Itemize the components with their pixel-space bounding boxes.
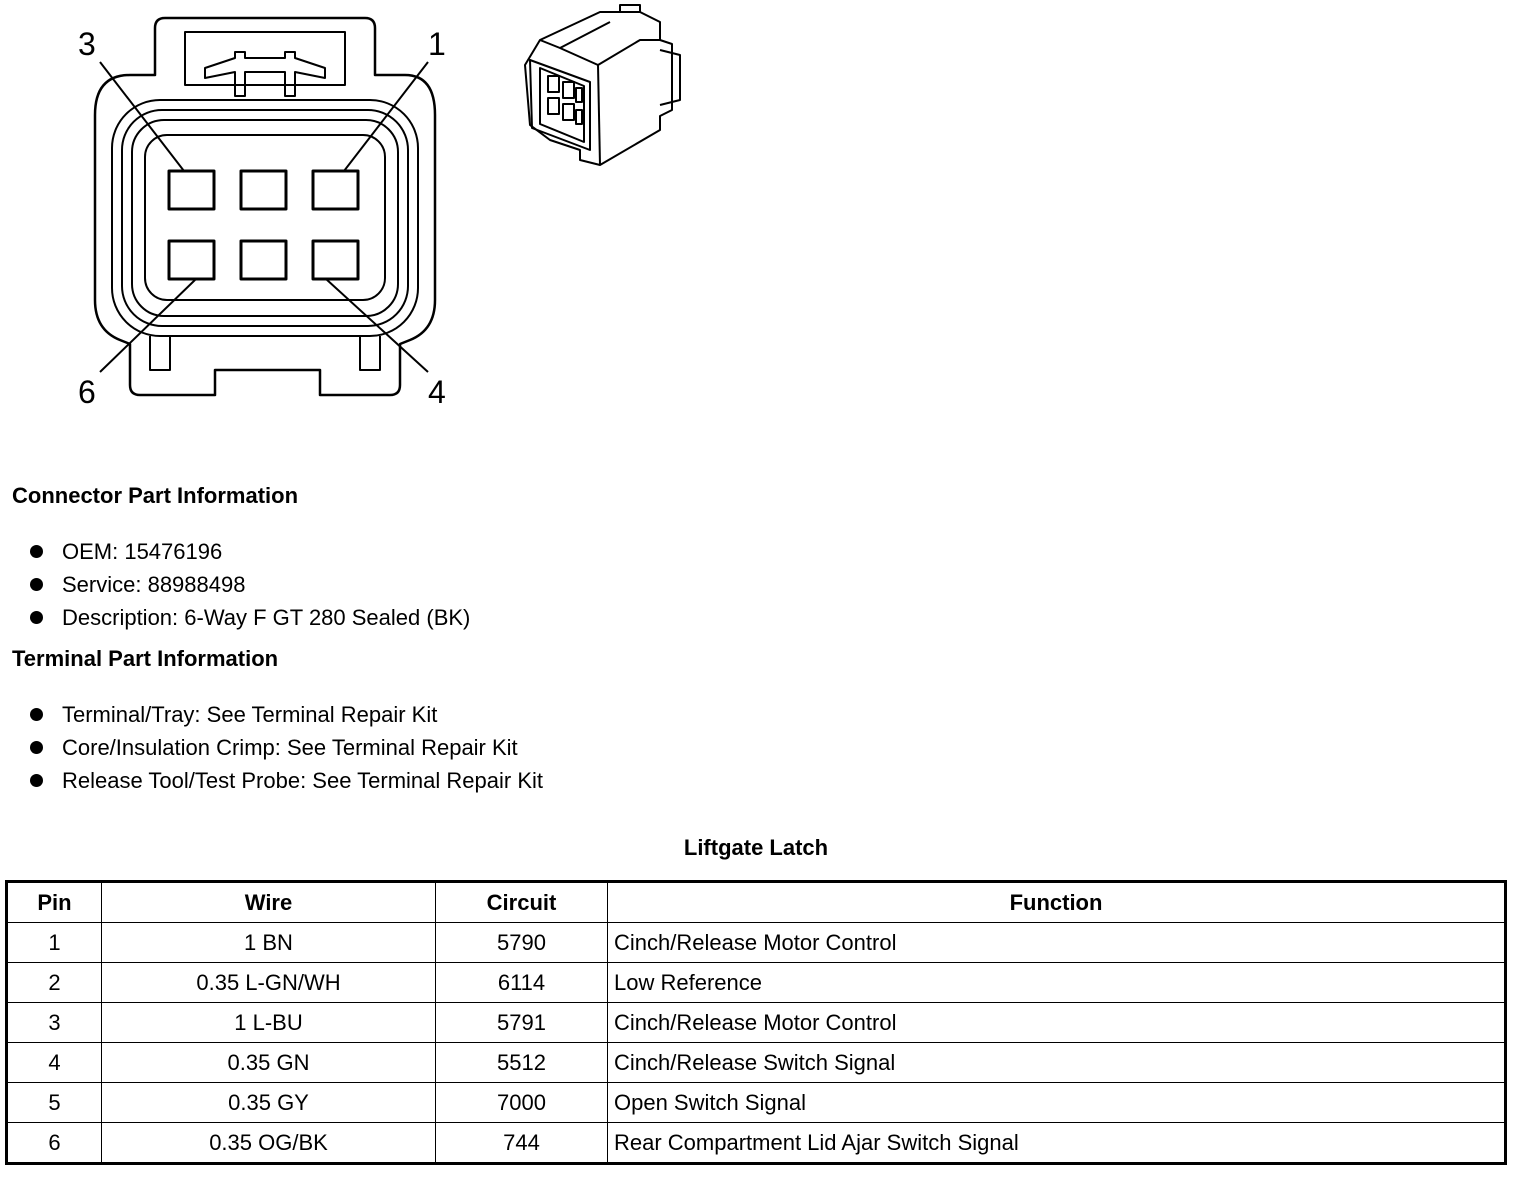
table-row [7, 1123, 1506, 1164]
table-row [7, 1083, 1506, 1123]
cell-pin: 5 [7, 1083, 102, 1123]
column-header-wire: Wire [102, 882, 436, 923]
pin-label-3: 3 [78, 26, 96, 62]
cell-wire: 0.35 OG/BK [102, 1123, 436, 1164]
cell-circuit: 5512 [436, 1043, 608, 1083]
connector-part-info-list [30, 535, 470, 634]
cavity-pin-1 [313, 171, 358, 209]
bullet-icon [30, 578, 43, 591]
list-item: Description: 6-Way F GT 280 Sealed (BK) [30, 601, 470, 634]
cell-pin: 6 [7, 1123, 102, 1164]
bullet-icon [30, 611, 43, 624]
cell-circuit: 7000 [436, 1083, 608, 1123]
cavity-pin-4 [313, 241, 358, 279]
cell-pin: 2 [7, 963, 102, 1003]
list-item: Core/Insulation Crimp: See Terminal Repair Kit [30, 731, 543, 764]
table-row [7, 963, 1506, 1003]
cell-function: Rear Compartment Lid Ajar Switch Signal [608, 1123, 1506, 1164]
cell-function: Cinch/Release Switch Signal [608, 1043, 1506, 1083]
cell-wire: 0.35 GN [102, 1043, 436, 1083]
bullet-icon [30, 774, 43, 787]
right-foot [360, 336, 380, 370]
terminal-part-info-list [30, 698, 543, 797]
list-item: Terminal/Tray: See Terminal Repair Kit [30, 698, 543, 731]
cell-function: Low Reference [608, 963, 1506, 1003]
cell-pin: 1 [7, 923, 102, 963]
cell-function: Open Switch Signal [608, 1083, 1506, 1123]
cavity-pin-3 [169, 171, 214, 209]
table-header-row [7, 882, 1506, 923]
seal-ring-inner [132, 120, 398, 316]
table-title: Liftgate Latch [683, 835, 829, 860]
list-item: Service: 88988498 [30, 568, 470, 601]
pin-table [5, 880, 1507, 1165]
cell-pin: 3 [7, 1003, 102, 1043]
cavity-pin-6 [169, 241, 214, 279]
pin-label-4: 4 [428, 374, 446, 410]
bullet-icon [30, 708, 43, 721]
cell-wire: 1 L-BU [102, 1003, 436, 1043]
table-row [7, 923, 1506, 963]
connector-iso-view [525, 5, 680, 165]
connector-diagram [0, 0, 720, 430]
column-header-function: Function [608, 882, 1506, 923]
cell-wire: 0.35 L-GN/WH [102, 963, 436, 1003]
cell-circuit: 6114 [436, 963, 608, 1003]
cavity-pin-5 [241, 241, 286, 279]
cell-pin: 4 [7, 1043, 102, 1083]
column-header-pin: Pin [7, 882, 102, 923]
list-item: OEM: 15476196 [30, 535, 470, 568]
pin-label-6: 6 [78, 374, 96, 410]
cell-circuit: 5791 [436, 1003, 608, 1043]
list-item: Release Tool/Test Probe: See Terminal Repair Kit [30, 764, 543, 797]
pin-label-1: 1 [428, 26, 446, 62]
table-row [7, 1003, 1506, 1043]
leader-line-1 [344, 62, 428, 171]
connector-part-info-title: Connector Part Information [12, 483, 299, 508]
cell-function: Cinch/Release Motor Control [608, 923, 1506, 963]
cell-function: Cinch/Release Motor Control [608, 1003, 1506, 1043]
column-header-circuit: Circuit [436, 882, 608, 923]
table-row [7, 1043, 1506, 1083]
cell-circuit: 5790 [436, 923, 608, 963]
cell-wire: 1 BN [102, 923, 436, 963]
cell-circuit: 744 [436, 1123, 608, 1164]
cell-wire: 0.35 GY [102, 1083, 436, 1123]
cavity-pin-2 [241, 171, 286, 209]
left-foot [150, 336, 170, 370]
terminal-part-info-title: Terminal Part Information [12, 646, 279, 671]
latch-lock [205, 52, 325, 96]
bullet-icon [30, 741, 43, 754]
cavity-frame [145, 135, 385, 300]
bullet-icon [30, 545, 43, 558]
